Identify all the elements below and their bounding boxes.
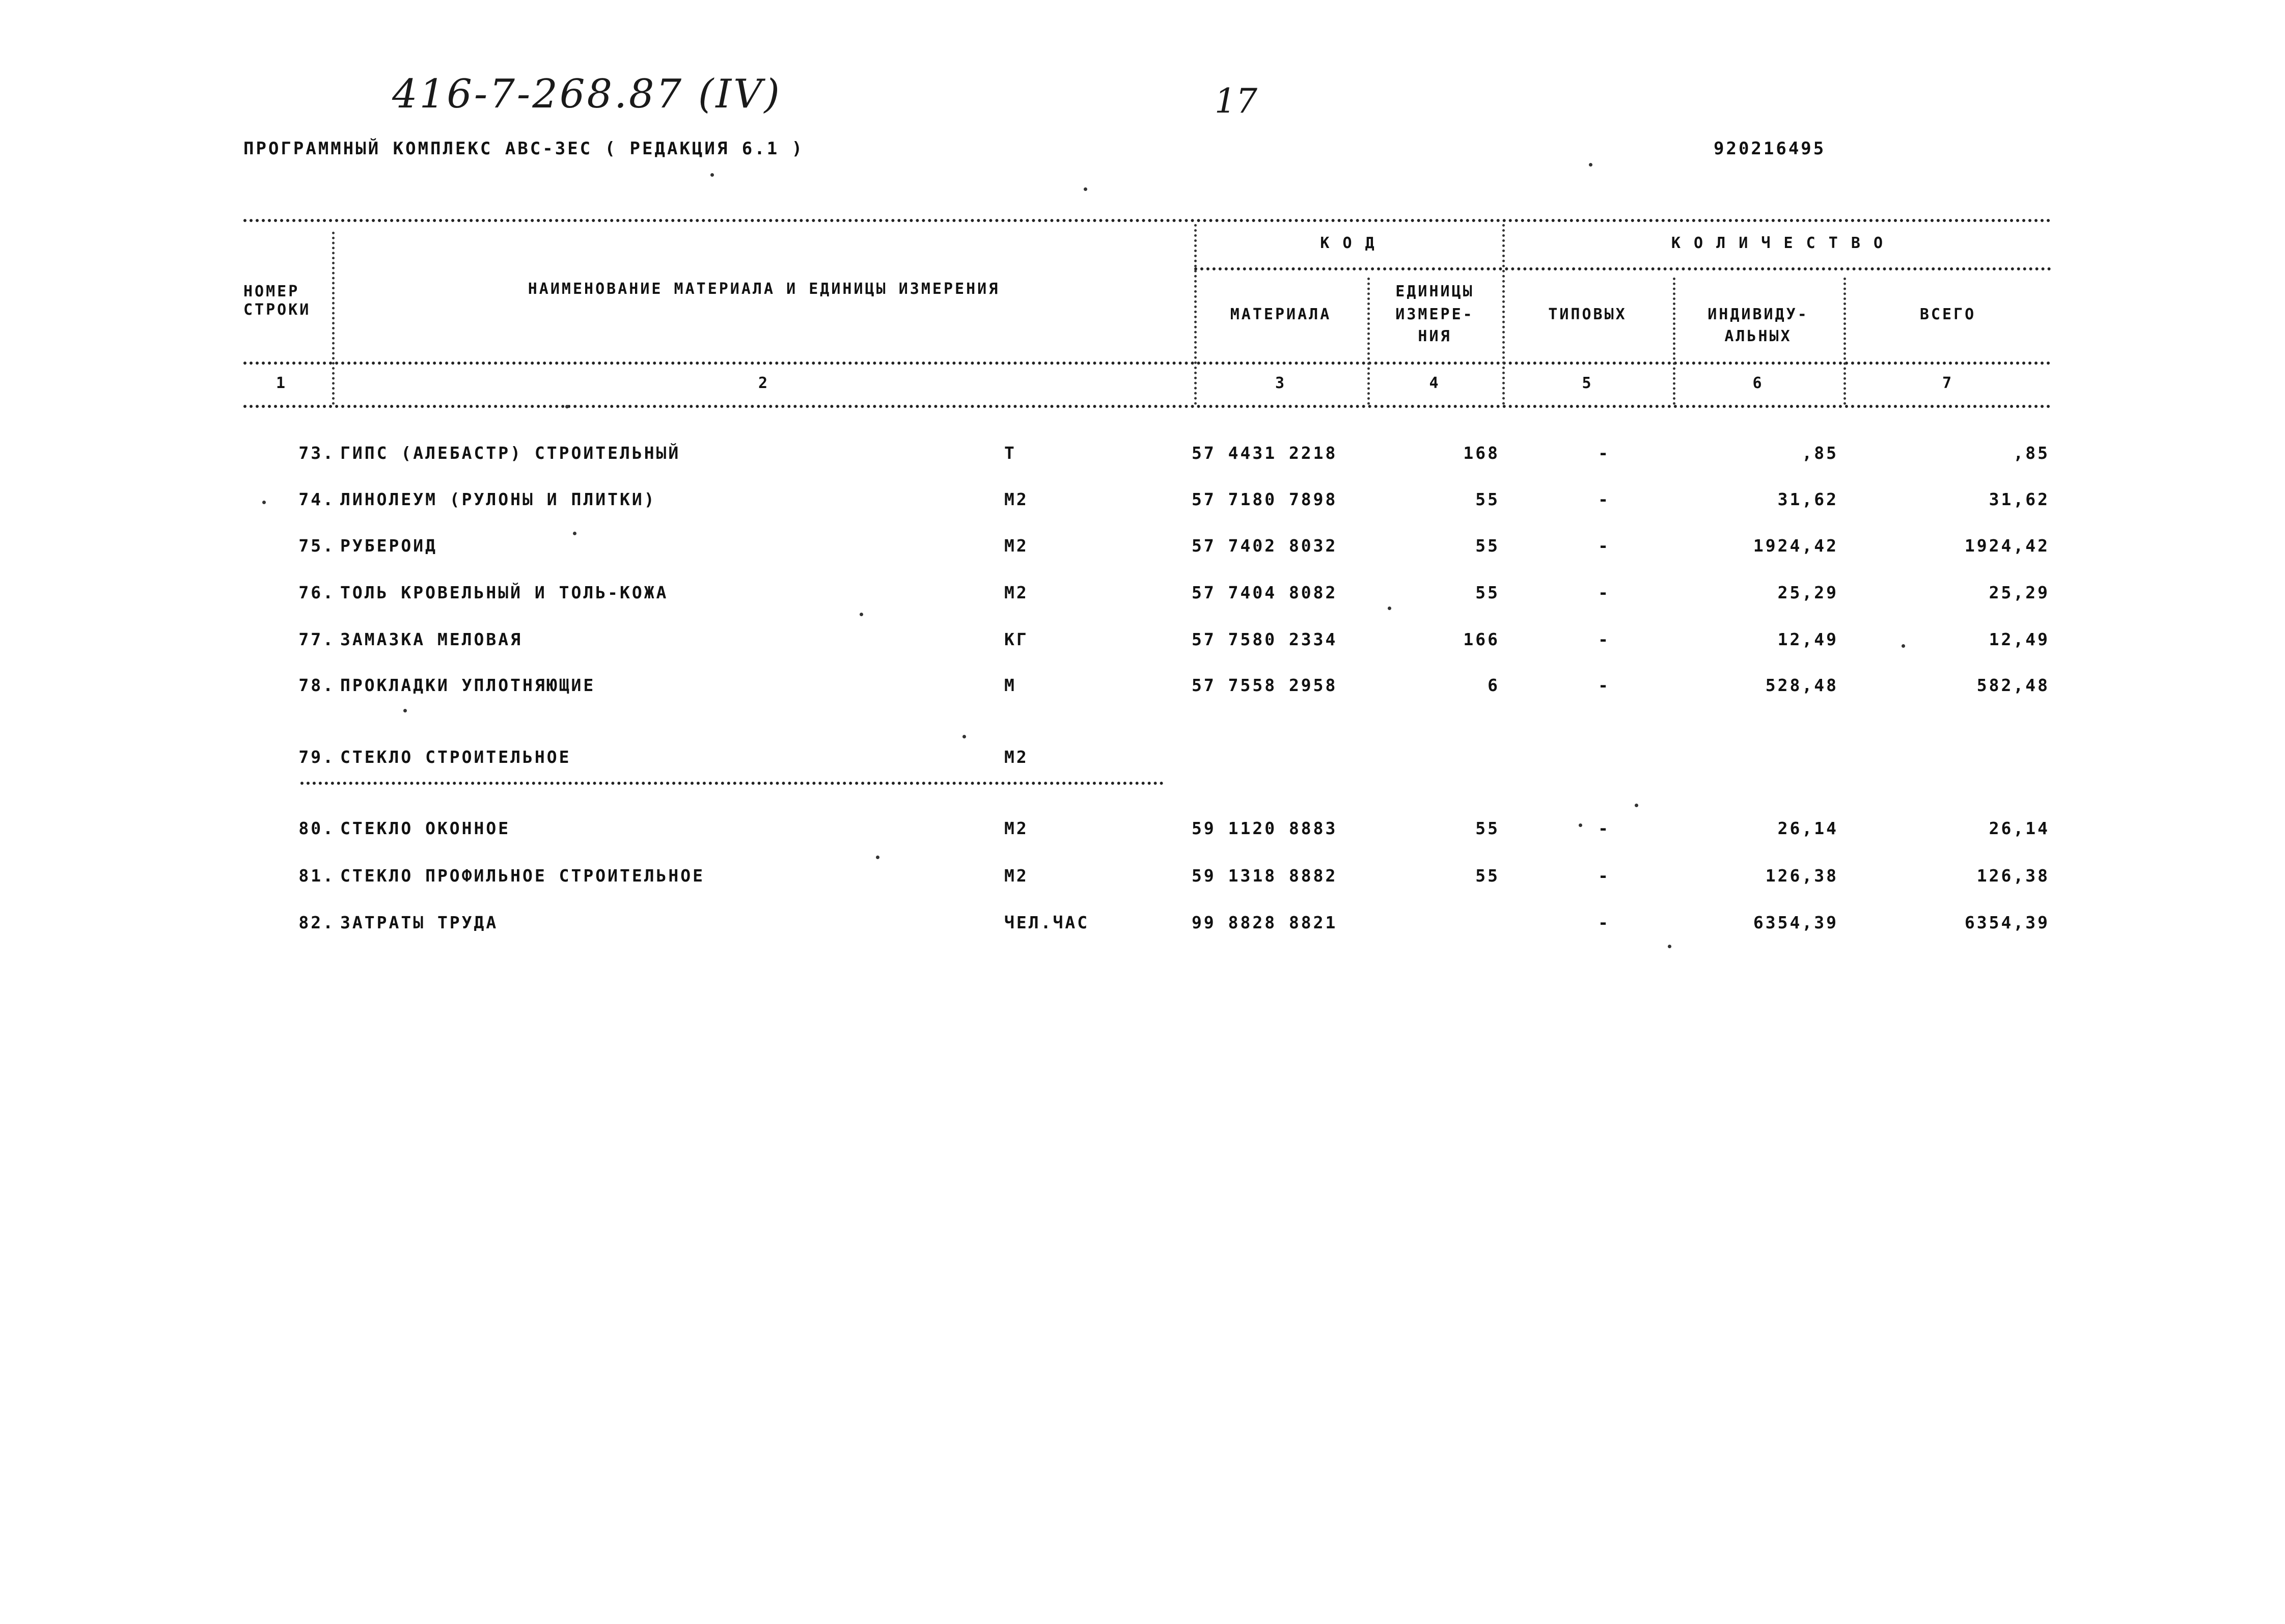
unit-code: 168 [1463,443,1500,463]
unit: М2 [1004,818,1029,838]
unit: М2 [1004,536,1029,556]
typical-qty: - [1598,913,1610,932]
individual-qty: 31,62 [1777,489,1838,509]
individual-qty: 25,29 [1777,583,1838,602]
material-name: СТЕКЛО СТРОИТЕЛЬНОЕ [340,747,571,767]
kod-subheader-border [1194,267,2051,270]
total-qty: 582,48 [1976,675,2050,695]
typical-qty: - [1598,489,1610,509]
col-number-4: 4 [1429,374,1441,392]
row-number: 74. [298,489,335,509]
scan-speck [710,173,714,177]
col-number-3: 3 [1275,374,1287,392]
unit: М2 [1004,747,1029,767]
total-qty: 126,38 [1976,866,2050,886]
material-code: 57 4431 2218 [1192,443,1338,463]
col-number-7: 7 [1942,374,1954,392]
material-code: 99 8828 8821 [1192,913,1338,932]
row-number: 79. [298,747,335,767]
header-bottom-border [243,362,2051,365]
typical-qty: - [1598,866,1610,886]
scan-speck [1579,823,1582,827]
scan-speck [1084,187,1087,191]
column-numbers-bottom-border [243,405,2051,408]
header-material: МАТЕРИАЛА [1230,306,1332,323]
unit-code: 55 [1475,866,1500,886]
col-number-1: 1 [276,374,288,392]
unit-code: 55 [1475,489,1500,509]
header-kod: К О Д [1320,234,1376,252]
header-indiv-line2: АЛЬНЫХ [1724,327,1792,345]
scan-speck [876,856,879,859]
total-qty: 26,14 [1989,818,2050,838]
material-code: 57 7580 2334 [1192,629,1338,649]
unit-code: 55 [1475,536,1500,556]
row-number: 75. [298,536,335,556]
header-row-no: НОМЕР СТРОКИ [243,283,311,319]
unit: КГ [1004,629,1029,649]
unit: ЧЕЛ.ЧАС [1004,913,1090,932]
total-qty: 6354,39 [1964,913,2050,932]
row-number: 73. [298,443,335,463]
material-name: СТЕКЛО ПРОФИЛЬНОЕ СТРОИТЕЛЬНОЕ [340,866,705,886]
row-number: 82. [298,913,335,932]
typical-qty: - [1598,629,1610,649]
scan-speck [1635,804,1638,807]
col-number-5: 5 [1582,374,1593,392]
header-unit-line1: ЕДИНИЦЫ [1395,283,1474,300]
col-number-2: 2 [758,374,770,392]
unit-code: 55 [1475,583,1500,602]
material-name: ПРОКЛАДКИ УПЛОТНЯЮЩИЕ [340,675,596,695]
col-sep-1 [332,232,335,405]
typical-qty: - [1598,583,1610,602]
header-typical: ТИПОВЫХ [1548,306,1627,323]
program-title: ПРОГРАММНЫЙ КОМПЛЕКС АВС-3ЕС ( РЕДАКЦИЯ 6.1 ) [243,139,805,159]
material-code: 59 1318 8882 [1192,866,1338,886]
individual-qty: 26,14 [1777,818,1838,838]
typical-qty: - [1598,818,1610,838]
row-number: 77. [298,629,335,649]
unit: М2 [1004,583,1029,602]
total-qty: 25,29 [1989,583,2050,602]
material-code: 57 7404 8082 [1192,583,1338,602]
material-name: ЛИНОЛЕУМ (РУЛОНЫ И ПЛИТКИ) [340,489,656,509]
row-number: 81. [298,866,335,886]
total-qty: 12,49 [1989,629,2050,649]
total-qty: ,85 [2013,443,2050,463]
individual-qty: ,85 [1802,443,1838,463]
individual-qty: 528,48 [1765,675,1838,695]
individual-qty: 1924,42 [1753,536,1838,556]
col-number-6: 6 [1752,374,1764,392]
material-code: 57 7558 2958 [1192,675,1338,695]
scan-speck [962,735,966,738]
header-unit-line3: НИЯ [1418,327,1452,345]
typical-qty: - [1598,443,1610,463]
typical-qty: - [1598,536,1610,556]
header-total: ВСЕГО [1919,306,1976,323]
unit: М2 [1004,489,1029,509]
material-name: ТОЛЬ КРОВЕЛЬНЫЙ И ТОЛЬ-КОЖА [340,583,669,602]
material-name: ЗАМАЗКА МЕЛОВАЯ [340,629,523,649]
scan-speck [1388,607,1391,610]
material-name: РУБЕРОИД [340,536,437,556]
unit-code: 55 [1475,818,1500,838]
material-name: ЗАТРАТЫ ТРУДА [340,913,499,932]
total-qty: 1924,42 [1964,536,2050,556]
typical-qty: - [1598,675,1610,695]
header-name: НАИМЕНОВАНИЕ МАТЕРИАЛА И ЕДИНИЦЫ ИЗМЕРЕНИЯ [528,280,1000,298]
document-code: 416-7-268.87 (IV) [392,71,782,117]
row-number: 76. [298,583,335,602]
scan-speck [573,532,576,535]
material-name: СТЕКЛО ОКОННОЕ [340,818,511,838]
header-unit-line2: ИЗМЕРЕ- [1395,306,1474,323]
unit-code: 6 [1488,675,1500,695]
individual-qty: 126,38 [1765,866,1838,886]
individual-qty: 12,49 [1777,629,1838,649]
header-kolichestvo: К О Л И Ч Е С Т В О [1671,234,1885,252]
individual-qty: 6354,39 [1753,913,1838,932]
material-name: ГИПС (АЛЕБАСТР) СТРОИТЕЛЬНЫЙ [340,443,681,463]
material-code: 57 7402 8032 [1192,536,1338,556]
table-top-border [243,219,2051,222]
unit: Т [1004,443,1016,463]
total-qty: 31,62 [1989,489,2050,509]
material-code: 57 7180 7898 [1192,489,1338,509]
unit-code: 166 [1463,629,1500,649]
header-indiv-line1: ИНДИВИДУ- [1708,306,1809,323]
unit: М [1004,675,1016,695]
scan-speck [1902,644,1905,648]
scan-speck [860,613,863,616]
scan-speck [403,709,407,712]
unit: М2 [1004,866,1029,886]
material-code: 59 1120 8883 [1192,818,1338,838]
scan-speck [1589,163,1592,167]
group-underline [300,782,1164,785]
scan-speck [262,501,266,504]
scan-speck [1668,945,1671,948]
document-id: 920216495 [1714,139,1826,159]
row-number: 80. [298,818,335,838]
row-number: 78. [298,675,335,695]
page-number: 17 [1215,81,1257,121]
scan-speck [565,405,569,408]
